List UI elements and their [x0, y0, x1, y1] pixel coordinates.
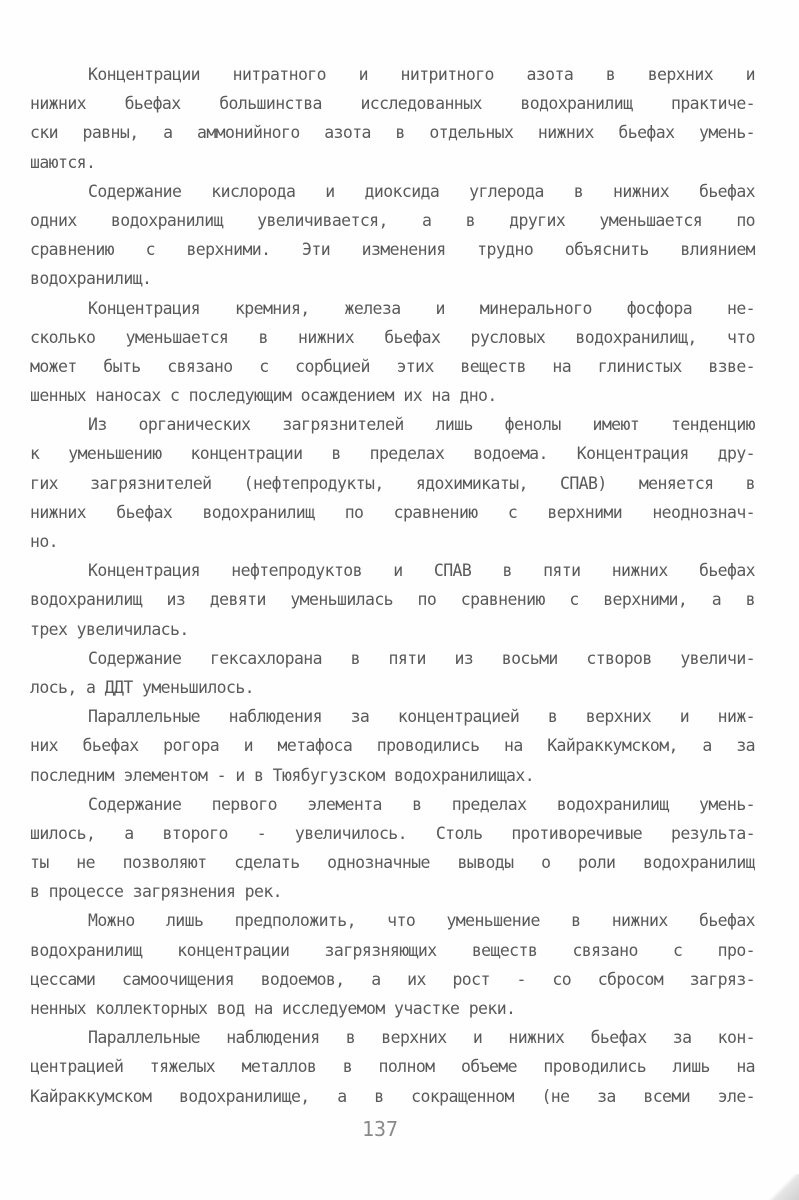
text-line: Содержание первого элемента в пределах водохранилищ умень- [88, 794, 755, 814]
page-corner-shadow [769, 1174, 799, 1200]
text-line: Содержание гексахлорана в пяти из восьми створов увеличи- [88, 648, 755, 668]
text-line: шилось, а второго - увеличилось. Столь противоречивые результа- [30, 823, 755, 843]
text-line: Из органических загрязнителей лишь фенолы имеют тенденцию [88, 415, 755, 435]
text-line: центрацией тяжелых металлов в полном объеме проводились лишь на [30, 1057, 755, 1077]
text-line: нижних бьефах водохранилищ по сравнению с верхними неоднознач- [30, 502, 755, 522]
text-line: них бьефах рогора и метафоса проводились на Кайраккумском, а за [30, 736, 755, 756]
text-line: шаются. [30, 152, 96, 172]
text-line: водохранилищ концентрации загрязняющих веществ связано с про- [30, 940, 755, 960]
text-line: последним элементом - и в Тюябугузском водохранилищах. [30, 765, 535, 785]
text-line: Содержание кислорода и диоксида углерода в нижних бьефах [88, 181, 755, 201]
page-number: 137 [361, 1117, 399, 1141]
text-line: сколько уменьшается в нижних бьефах русловых водохранилищ, что [30, 327, 755, 347]
text-line: ненных коллекторных вод на исследуемом участке реки. [30, 999, 516, 1018]
text-line: Концентрация кремния, железа и минерального фосфора не- [88, 298, 755, 318]
text-line: Параллельные наблюдения в верхних и нижних бьефах за кон- [88, 1028, 755, 1048]
text-line: цессами самоочищения водоемов, а их рост - со сбросом загряз- [30, 969, 755, 989]
text-line: в процессе загрязнения рек. [30, 882, 283, 902]
text-line: водохранилищ. [30, 269, 152, 289]
text-line: Параллельные наблюдения за концентрацией в верхних и ниж- [88, 707, 755, 727]
text-line: Кайраккумском водохранилище, а в сокращенном (не за всеми эле- [30, 1086, 755, 1106]
text-line: сравнению с верхними. Эти изменения трудно объяснить влиянием [30, 240, 755, 260]
text-line: но. [30, 532, 59, 551]
text-line: ски равны, а аммонийного азота в отдельных нижних бьефах умень- [30, 123, 755, 143]
text-line: ты не позволяют сделать однозначные выводы о роли водохранилищ [30, 853, 755, 873]
text-line: лось, а ДДТ уменьшилось. [30, 677, 255, 697]
text-line: может быть связано с сорбцией этих веществ на глинистых взве- [30, 356, 755, 376]
text-line: шенных наносах с последующим осаждением их на дно. [30, 386, 497, 406]
text-line: Можно лишь предположить, что уменьшение в нижних бьефах [88, 911, 755, 931]
text-line: трех увеличилась. [30, 619, 189, 639]
text-line: водохранилищ из девяти уменьшилась по сравнению с верхними, а в [30, 590, 755, 610]
text-line: к уменьшению концентрации в пределах водоема. Концентрация дру- [30, 444, 755, 464]
text-line: Концентрация нефтепродуктов и СПАВ в пяти нижних бьефах [88, 561, 755, 581]
body-text [30, 60, 755, 1111]
text-line: нижних бьефах большинства исследованных водохранилищ практиче- [30, 94, 755, 114]
text-line: одних водохранилищ увеличивается, а в других уменьшается по [30, 210, 755, 230]
text-line: Концентрации нитратного и нитритного азота в верхних и [88, 65, 755, 84]
text-line: гих загрязнителей (нефтепродукты, ядохимикаты, СПАВ) меняется в [30, 473, 755, 493]
